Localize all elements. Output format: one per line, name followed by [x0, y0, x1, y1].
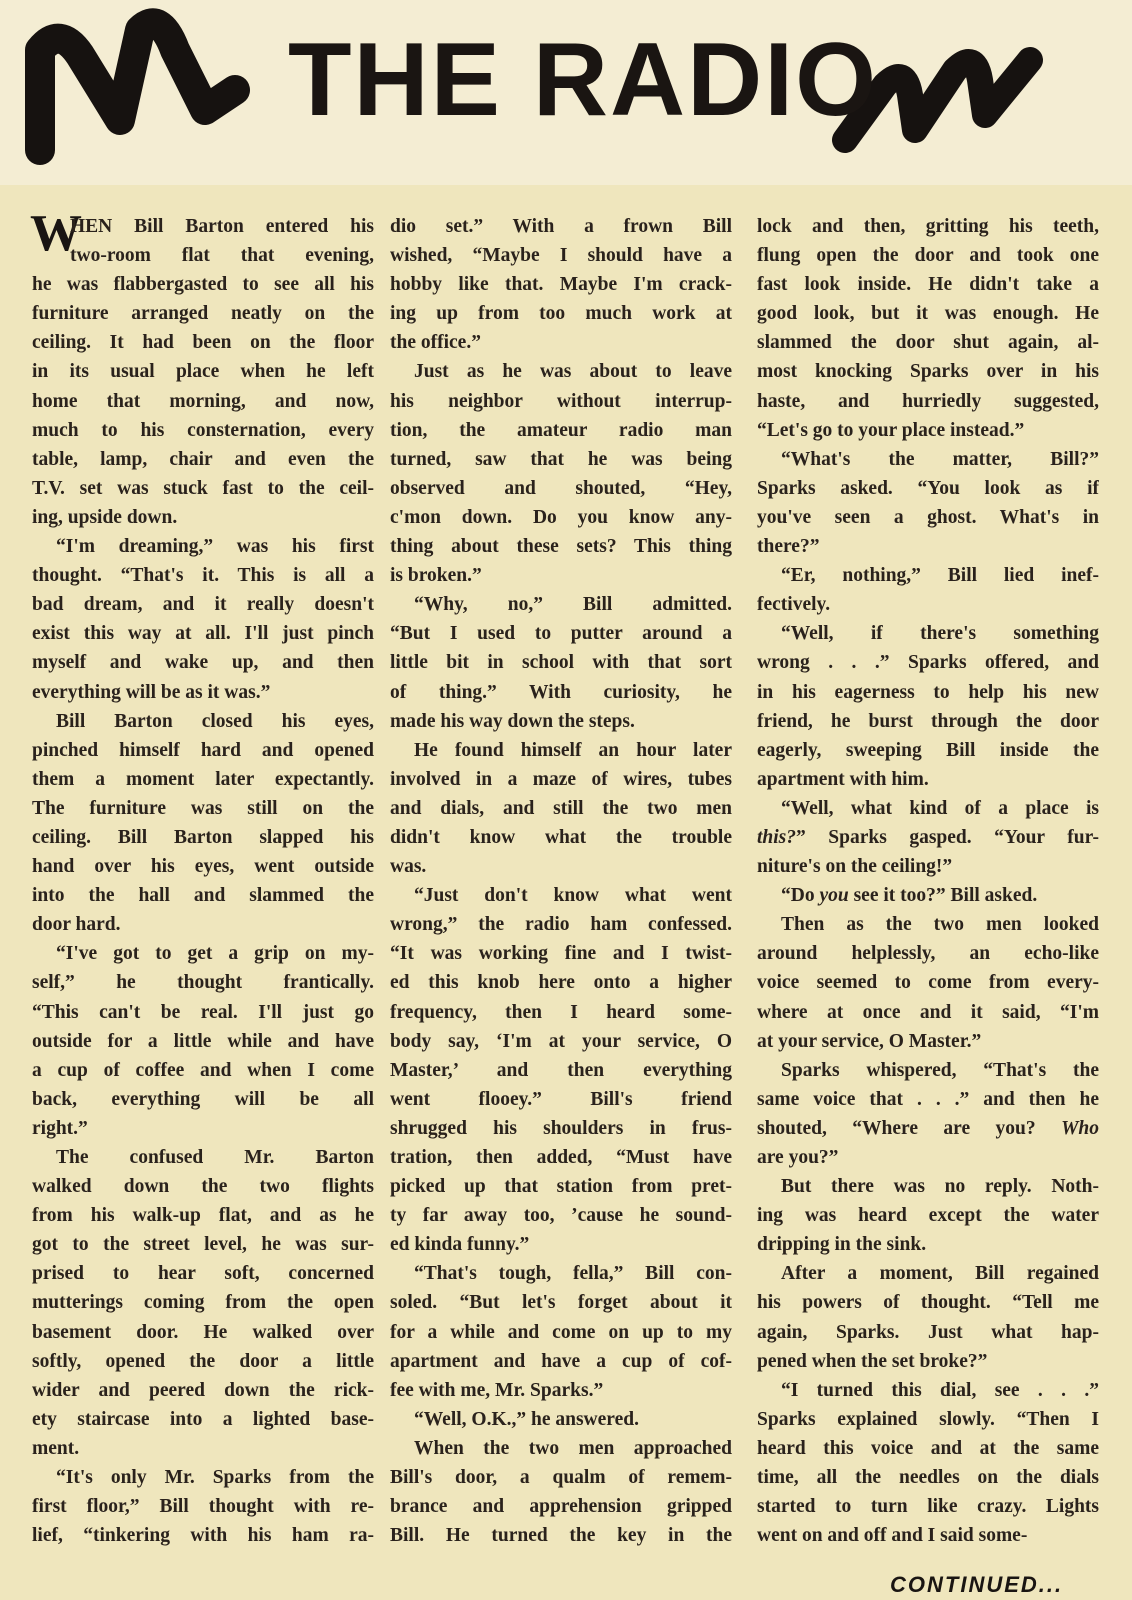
text-line: shouted, “Where are you? Who [757, 1117, 1099, 1139]
text-line: niture's on the ceiling!” [757, 856, 953, 878]
text-line: Sparks explained slowly. “Then I [757, 1408, 1099, 1430]
text-line: his powers of thought. “Tell me [757, 1292, 1099, 1314]
emphasis: this? [757, 826, 797, 848]
text-line: “Well, O.K.,” he answered. [414, 1408, 639, 1430]
text-line: in its usual place when he left [32, 361, 374, 383]
text-line: wrong,” the radio ham confessed. [390, 914, 732, 936]
text-line: “Why, no,” Bill admitted. [414, 594, 732, 616]
text-line: When the two men approached [414, 1437, 732, 1459]
text-line: lock and then, gritting his teeth, [757, 216, 1099, 237]
text-line: The confused Mr. Barton [56, 1147, 374, 1168]
continued-label: CONTINUED... [890, 1572, 1064, 1597]
text-line: pened when the set broke?” [757, 1350, 988, 1372]
text-line: Bill's door, a qualm of remem- [390, 1467, 732, 1489]
text-line: “Well, what kind of a place is [781, 797, 1099, 819]
text-line: shrugged his shoulders in frus- [390, 1117, 732, 1139]
text-line: “Do you see it too?” Bill asked. [781, 885, 1038, 907]
text-line: prised to hear soft, concerned [32, 1263, 374, 1285]
text-line: he was flabbergasted to see all his [32, 274, 374, 296]
text-line: picked up that station from pret- [390, 1176, 732, 1198]
text-line: wrong . . .” Sparks offered, and [757, 652, 1099, 674]
text-line: in his eagerness to help his new [757, 681, 1099, 703]
text-line: eagerly, sweeping Bill inside the [757, 739, 1099, 761]
text-line: Sparks whispered, “That's the [781, 1059, 1099, 1081]
text-line: same voice that . . .” and then he [757, 1088, 1099, 1110]
text-line: “That's tough, fella,” Bill con- [414, 1263, 732, 1285]
emphasis: you [819, 885, 849, 907]
text-column-1 [32, 212, 374, 1550]
text-line: table, lamp, chair and even the [32, 448, 374, 470]
drop-cap: W [30, 205, 82, 262]
text-line: slammed the door shut again, al- [757, 332, 1099, 354]
text-line: “I'm dreaming,” was his first [56, 536, 374, 558]
text-line: “Let's go to your place instead.” [757, 419, 1025, 441]
text-line: walked down the two flights [32, 1176, 374, 1198]
text-line: Bill. He turned the key in the [390, 1525, 732, 1547]
text-line: observed and shouted, “Hey, [390, 477, 732, 499]
text-line: made his way down the steps. [390, 710, 635, 732]
text-line: where at once and it said, “I'm [757, 1001, 1099, 1023]
text-line: ety staircase into a lighted base- [32, 1408, 374, 1430]
text-line: exist this way at all. I'll just pinch [32, 623, 374, 645]
text-line: ment. [32, 1437, 80, 1459]
text-line: Sparks asked. “You look as if [757, 477, 1099, 499]
text-line: involved in a maze of wires, tubes [390, 768, 732, 790]
text-line: c'mon down. Do you know any- [390, 506, 732, 528]
text-line: frequency, then I heard some- [390, 1001, 732, 1023]
text-line: “I turned this dial, see . . .” [781, 1379, 1099, 1401]
text-line: flung open the door and took one [757, 245, 1099, 267]
text-line: heard this voice and at the same [757, 1437, 1099, 1459]
text-line: furniture arranged neatly on the [32, 303, 374, 325]
text-line: Bill Barton closed his eyes, [56, 710, 374, 732]
text-line: time, all the needles on the dials [757, 1467, 1099, 1489]
text-line: bad dream, and it really doesn't [32, 594, 374, 616]
text-line: The furniture was still on the [32, 797, 374, 819]
text-line: “Well, if there's something [781, 623, 1099, 645]
text-line: He found himself an hour later [414, 739, 732, 761]
text-line: friend, he burst through the door [757, 710, 1099, 732]
text-line: around helplessly, an echo-like [757, 943, 1099, 965]
text-line: “I've got to get a grip on my- [56, 943, 374, 965]
text-line: didn't know what the trouble [390, 826, 732, 848]
text-line: ed kinda funny.” [390, 1234, 530, 1256]
text-line: fee with me, Mr. Sparks.” [390, 1379, 604, 1401]
text-line: little bit in school with that sort [390, 652, 732, 674]
text-line: Just as he was about to leave [414, 361, 732, 383]
text-line: went on and off and I said some- [757, 1525, 1028, 1547]
text-line: dripping in the sink. [757, 1234, 927, 1256]
text-line: first floor,” Bill thought with re- [32, 1496, 374, 1518]
text-line: started to turn like crazy. Lights [757, 1496, 1099, 1518]
text-line: fast look inside. He didn't take a [757, 274, 1099, 296]
text-line: tion, the amateur radio man [390, 419, 732, 441]
text-line: apartment with him. [757, 768, 929, 790]
emphasis: Who [1061, 1117, 1099, 1139]
text-line: good look, but it was enough. He [757, 303, 1099, 325]
text-line: got to the street level, he was sur- [32, 1234, 374, 1256]
text-line: tration, then added, “Must have [390, 1147, 732, 1168]
text-line: thought. “That's it. This is all a [32, 565, 374, 587]
text-line: everything will be as it was.” [32, 681, 271, 703]
text-line: right.” [32, 1117, 88, 1139]
text-line: most knocking Sparks over in his [757, 361, 1099, 383]
text-line: softly, opened the door a little [32, 1350, 374, 1372]
text-line: home that morning, and now, [32, 390, 374, 412]
text-column-2 [390, 212, 732, 1550]
text-line: T.V. set was stuck fast to the ceil- [32, 477, 374, 499]
text-line: Master,’ and then everything [390, 1059, 732, 1081]
text-line: voice seemed to come from every- [757, 972, 1099, 994]
text-line: lief, “tinkering with his ham ra- [32, 1525, 374, 1547]
text-line: went flooey.” Bill's friend [390, 1088, 732, 1110]
text-line: ceiling. Bill Barton slapped his [32, 826, 374, 848]
story-title: THE RADIO [288, 22, 878, 138]
text-line: ed this knob here onto a higher [390, 972, 732, 994]
text-line: After a moment, Bill regained [781, 1263, 1099, 1285]
text-line: pinched himself hard and opened [32, 739, 374, 761]
text-line: mutterings coming from the open [32, 1292, 374, 1314]
text-line: “What's the matter, Bill?” [781, 448, 1099, 470]
text-column-3 [757, 212, 1099, 1550]
text-line: self,” he thought frantically. [32, 972, 374, 994]
text-line: ing was heard except the water [757, 1205, 1099, 1227]
text-line: “It's only Mr. Sparks from the [56, 1467, 374, 1489]
text-line: soled. “But let's forget about it [390, 1292, 732, 1314]
text-line: hand over his eyes, went outside [32, 856, 374, 878]
text-line: turned, saw that he was being [390, 448, 732, 470]
text-line: Then as the two men looked [781, 914, 1099, 936]
text-line: door hard. [32, 914, 121, 936]
text-line: the office.” [390, 332, 481, 354]
text-line: and dials, and still the two men [390, 797, 732, 819]
title-band [0, 0, 1132, 185]
text-line: outside for a little while and have [32, 1030, 374, 1052]
text-line: hobby like that. Maybe I'm crack- [390, 274, 732, 296]
text-line: his neighbor without interrup- [390, 390, 732, 412]
text-line: much to his consternation, every [32, 419, 374, 441]
text-line: myself and wake up, and then [32, 652, 374, 674]
text-line: apartment and have a cup of cof- [390, 1350, 732, 1372]
text-line: fectively. [757, 594, 831, 616]
text-line: ing up from too much work at [390, 303, 732, 325]
text-line: wider and peered down the rick- [32, 1379, 374, 1401]
text-line: are you?” [757, 1147, 839, 1168]
text-line: again, Sparks. Just what hap- [757, 1321, 1099, 1343]
text-line: back, everything will be all [32, 1088, 374, 1110]
text-line: into the hall and slammed the [32, 885, 374, 907]
text-line: HEN Bill Barton entered his [70, 216, 374, 237]
text-line: ceiling. It had been on the floor [32, 332, 374, 354]
text-line: of thing.” With curiosity, he [390, 681, 732, 703]
text-line: “It was working fine and I twist- [390, 943, 732, 965]
text-line: But there was no reply. Noth- [781, 1176, 1099, 1198]
text-line: at your service, O Master.” [757, 1030, 982, 1052]
text-line: haste, and hurriedly suggested, [757, 390, 1099, 412]
text-line: this?” Sparks gasped. “Your fur- [757, 826, 1099, 848]
text-line: “Just don't know what went [414, 885, 732, 907]
text-line: a cup of coffee and when I come [32, 1059, 374, 1081]
text-line: two-room flat that evening, [70, 245, 374, 267]
text-line: you've seen a ghost. What's in [757, 506, 1099, 528]
text-line: was. [390, 856, 427, 878]
text-line: wished, “Maybe I should have a [390, 245, 732, 267]
text-line: “This can't be real. I'll just go [32, 1001, 374, 1023]
left-squiggle [40, 23, 235, 150]
text-line: ty far away too, ’cause he sound- [390, 1205, 732, 1227]
text-line: “But I used to putter around a [390, 623, 732, 645]
text-line: them a moment later expectantly. [32, 768, 374, 790]
text-line: ing, upside down. [32, 506, 178, 528]
text-line: “Er, nothing,” Bill lied inef- [781, 565, 1099, 587]
text-line: for a while and come on up to my [390, 1321, 732, 1343]
text-line: is broken.” [390, 565, 482, 587]
text-line: brance and apprehension gripped [390, 1496, 732, 1518]
text-line: there?” [757, 536, 820, 558]
text-line: dio set.” With a frown Bill [390, 216, 732, 237]
text-line: basement door. He walked over [32, 1321, 374, 1343]
text-line: from his walk-up flat, and as he [32, 1205, 374, 1227]
text-line: thing about these sets? This thing [390, 536, 732, 558]
text-line: body say, ‘I'm at your service, O [390, 1030, 732, 1052]
